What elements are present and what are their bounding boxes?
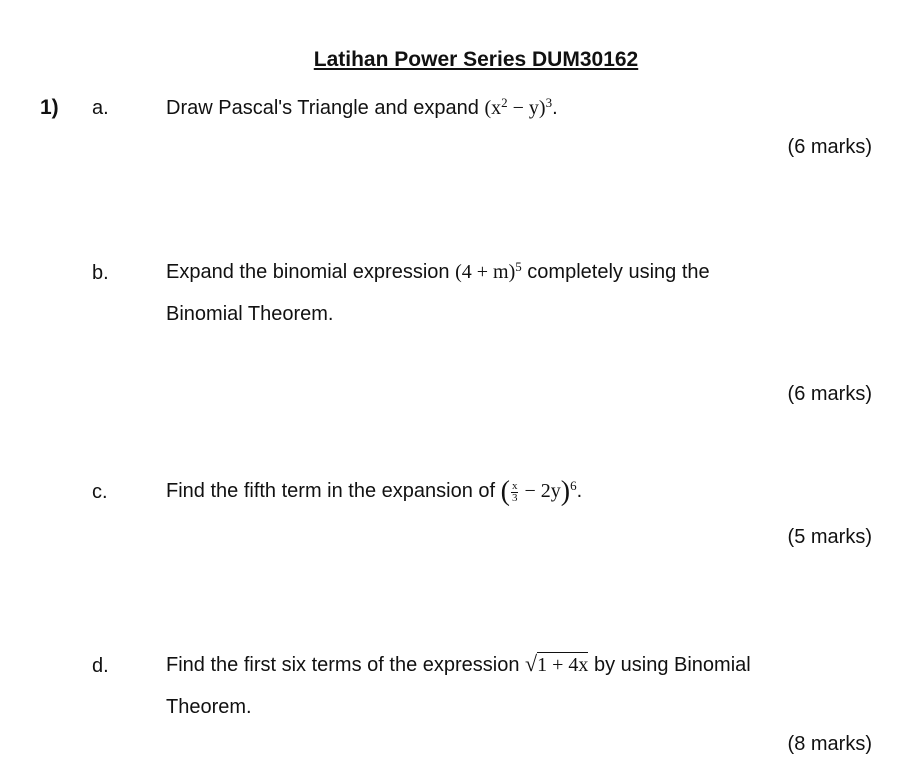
part-b-question: Expand the binomial expression $(4 + m)^5$ completely using the Binomial Theorem. — [166, 258, 710, 325]
part-b-text: Expand the binomial expression — [166, 261, 450, 283]
part-b-expression: $(4 + m)^5$ — [455, 258, 522, 283]
part-d-text: Find the first six terms of the expression — [166, 654, 520, 676]
part-c-marks: (5 marks) — [787, 526, 872, 548]
part-c-expression: ( $\frac{x}{3}$ − 2y)$^6$ — [500, 476, 577, 507]
part-b-text-line2: Binomial Theorem. — [166, 303, 334, 325]
part-b-letter: b. — [92, 262, 109, 284]
part-c-fraction: $\frac{x}{3}$ — [511, 479, 518, 504]
part-a-question: Draw Pascal's Triangle and expand $(x^2 - y)^3$. — [166, 94, 558, 119]
part-a-text: Draw Pascal's Triangle and expand — [166, 97, 479, 119]
part-b-marks: (6 marks) — [787, 383, 872, 405]
part-c-question: Find the fifth term in the expansion of ( $\frac{x}{3}$ − 2y)$^6$. — [166, 476, 583, 507]
part-a-letter: a. — [92, 97, 109, 119]
part-d-question: Find the first six terms of the expression √1 + 4x by using Binomial Theorem. — [166, 651, 751, 718]
part-d-marks: (8 marks) — [787, 733, 872, 755]
part-d-text-line2: Theorem. — [166, 696, 252, 718]
part-c-letter: c. — [92, 481, 108, 503]
question-number: 1) — [40, 96, 59, 119]
part-a-expression: $(x^2 - y)^3$ — [484, 94, 553, 119]
part-a-marks: (6 marks) — [787, 136, 872, 158]
part-d-letter: d. — [92, 655, 109, 677]
part-d-expression: √1 + 4x — [525, 651, 589, 676]
part-c-text: Find the fifth term in the expansion of — [166, 480, 496, 502]
page-title: Latihan Power Series DUM30162 — [313, 48, 639, 71]
